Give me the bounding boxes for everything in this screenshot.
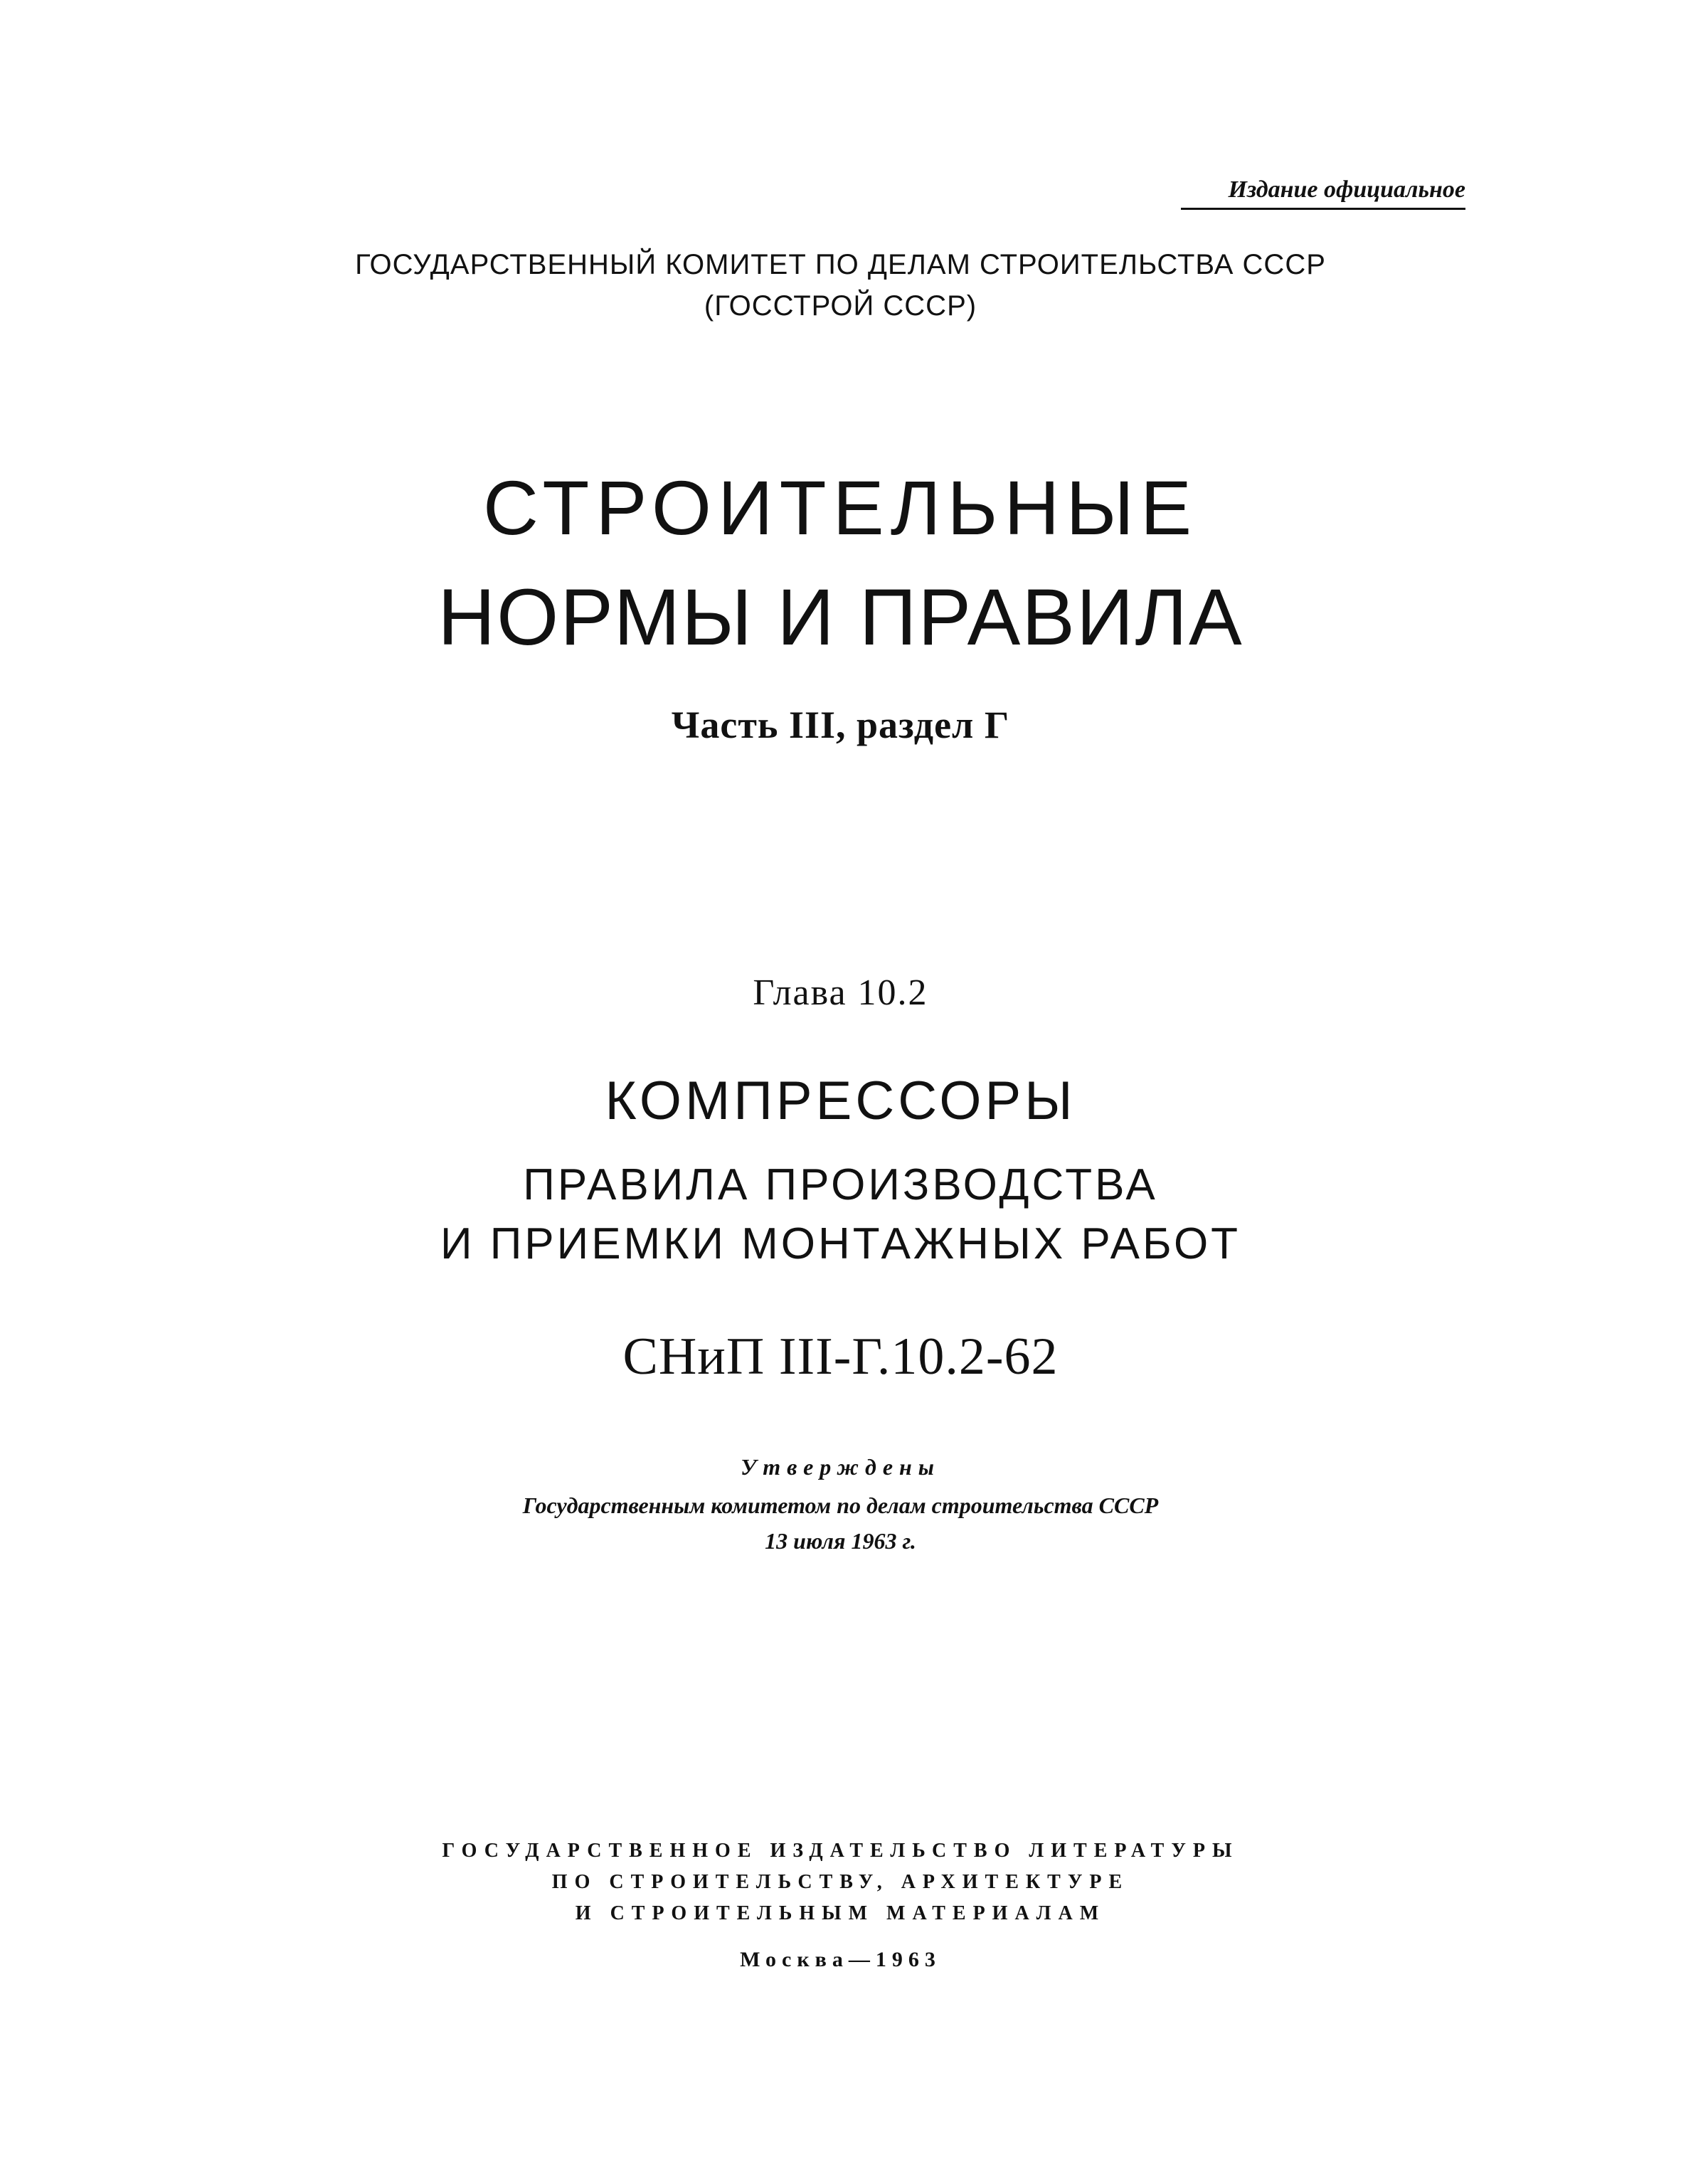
- chapter-subject: КОМПРЕССОРЫ: [605, 1071, 1076, 1131]
- approval-heading: Утверждены: [741, 1454, 940, 1480]
- document-title-line1: СТРОИТЕЛЬНЫЕ: [482, 465, 1199, 551]
- part-section: Часть III, раздел Г: [671, 704, 1010, 746]
- chapter-subtitle-line1: ПРАВИЛА ПРОИЗВОДСТВА: [523, 1160, 1158, 1209]
- committee-name: ГОСУДАРСТВЕННЫЙ КОМИТЕТ ПО ДЕЛАМ СТРОИТЕЛЬСТВА СССР: [355, 249, 1326, 280]
- publisher-line3: И СТРОИТЕЛЬНЫМ МАТЕРИАЛАМ: [575, 1902, 1106, 1924]
- document-title-line2: НОРМЫ И ПРАВИЛА: [438, 573, 1243, 662]
- official-edition-mark: Издание официальное: [1181, 178, 1465, 210]
- document-code: СНиП III-Г.10.2-62: [622, 1327, 1059, 1386]
- committee-abbreviation: (ГОССТРОЙ СССР): [704, 290, 977, 322]
- publisher-line2: ПО СТРОИТЕЛЬСТВУ, АРХИТЕКТУРЕ: [551, 1871, 1130, 1893]
- approval-date: 13 июля 1963 г.: [765, 1528, 916, 1554]
- approval-body: Государственным комитетом по делам строительства СССР: [522, 1493, 1159, 1518]
- chapter-subtitle-line2: И ПРИЕМКИ МОНТАЖНЫХ РАБОТ: [440, 1219, 1241, 1268]
- chapter-label: Глава 10.2: [753, 972, 928, 1013]
- publisher-line1: ГОСУДАРСТВЕННОЕ ИЗДАТЕЛЬСТВО ЛИТЕРАТУРЫ: [442, 1840, 1239, 1862]
- publisher-city-year: Москва—1963: [740, 1948, 941, 1971]
